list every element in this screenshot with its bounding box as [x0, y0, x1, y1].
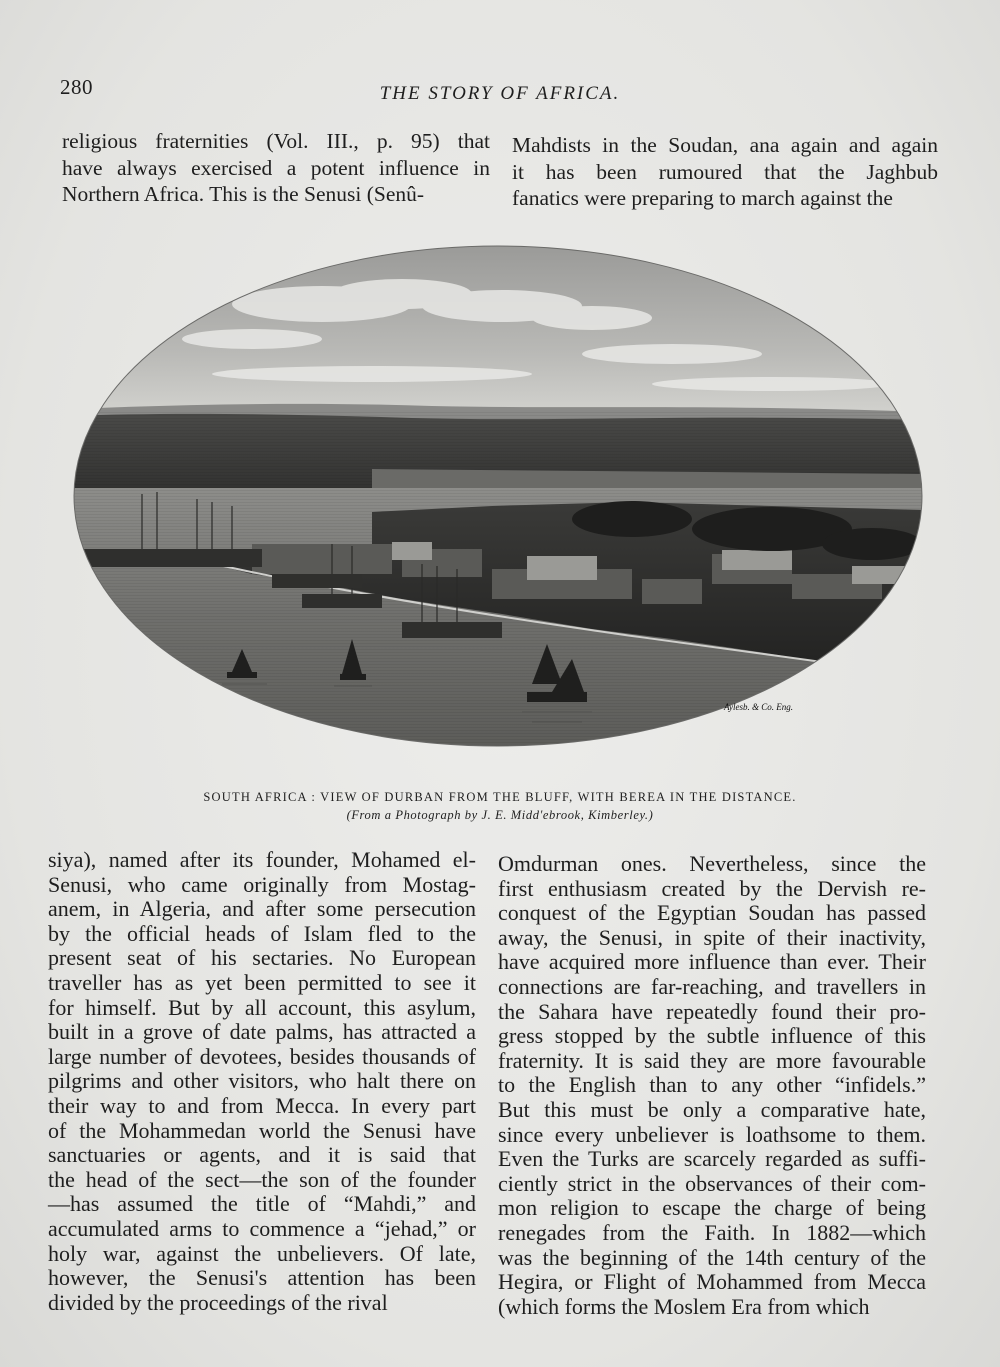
running-title: THE STORY OF AFRICA.: [379, 83, 621, 104]
text-line: however, the Senusi's attention has been: [48, 1265, 476, 1291]
text-line: of the Mohammedan world the Senusi have: [48, 1117, 476, 1143]
text-line: connections are far-reaching, and travellers in: [498, 973, 926, 999]
text-line: for himself. But by all account, this asylum,: [48, 994, 476, 1020]
text-line: fraternity. It is said they are more favourable: [498, 1047, 926, 1073]
text-line: Mahdists in the Soudan, ana again and again: [512, 133, 938, 157]
text-line: first enthusiasm created by the Dervish re-: [498, 875, 926, 901]
text-line: renegades from the Faith. In 1882—which: [498, 1219, 926, 1245]
bottom-right-text-column: [498, 852, 926, 1319]
top-left-text-column: [62, 128, 490, 208]
text-line: gress stopped by the subtle influence of this: [498, 1023, 926, 1049]
text-line: sanctuaries or agents, and it is said that: [48, 1142, 476, 1168]
bottom-left-text-column: [48, 848, 476, 1315]
top-right-text-column: [512, 132, 938, 212]
text-line: But this must be only a comparative hate,: [498, 1096, 926, 1122]
text-line: divided by the proceedings of the rival: [48, 1289, 388, 1315]
figure-caption: SOUTH AFRICA : VIEW OF DURBAN FROM THE BLUFF, WITH BEREA IN THE DISTANCE.: [203, 790, 797, 804]
text-line: their way to and from Mecca. In every part: [48, 1092, 476, 1118]
text-line: to the English than to any other “infidels.”: [498, 1072, 926, 1098]
text-line: pilgrims and other visitors, who halt there on: [48, 1068, 476, 1094]
text-line: it has been rumoured that the Jaghbub: [512, 159, 938, 184]
text-line: Northern Africa. This is the Senusi (Senû-: [62, 182, 425, 206]
text-line: traveller has as yet been permitted to see it: [48, 969, 476, 995]
text-line: the Sahara have repeatedly found their pro-: [498, 998, 926, 1024]
text-line: holy war, against the unbelievers. Of late,: [48, 1240, 476, 1266]
text-line: Senusi, who came originally from Mostag-: [48, 871, 476, 897]
text-line: the head of the sect—the son of the founder: [48, 1166, 476, 1192]
oval-engraving-image: [72, 244, 924, 749]
text-line: present seat of his sectaries. No European: [48, 945, 476, 971]
text-line: conquest of the Egyptian Soudan has passed: [498, 900, 926, 926]
text-line: fanatics were preparing to march against the: [512, 186, 893, 210]
page-number: 280: [60, 75, 93, 99]
figure-credit: (From a Photograph by J. E. Midd'ebrook, Kimberley.): [346, 808, 654, 822]
text-line: since every unbeliever is loathsome to them.: [498, 1121, 926, 1147]
text-line: siya), named after its founder, Mohamed el-: [48, 847, 476, 872]
text-line: was the beginning of the 14th century of the: [498, 1244, 926, 1270]
engraver-signature: Aylesb. & Co. Eng.: [724, 702, 793, 712]
text-line: religious fraternities (Vol. III., p. 95) that: [62, 129, 490, 153]
text-line: —has assumed the title of “Mahdi,” and: [48, 1191, 476, 1217]
text-line: built in a grove of date palms, has attracted a: [48, 1019, 476, 1045]
text-line: away, the Senusi, in spite of their inactivity,: [498, 924, 926, 950]
text-line: anem, in Algeria, and after some persecution: [48, 896, 476, 922]
text-line: (which forms the Moslem Era from which: [498, 1293, 870, 1319]
text-line: mon religion to escape the charge of being: [498, 1195, 926, 1221]
text-line: Hegira, or Flight of Mohammed from Mecca: [498, 1269, 926, 1295]
text-line: Even the Turks are scarcely regarded as suffi-: [498, 1146, 926, 1172]
text-line: have always exercised a potent influence in: [62, 155, 490, 180]
text-line: Omdurman ones. Nevertheless, since the: [498, 851, 926, 876]
text-line: by the official heads of Islam fled to the: [48, 920, 476, 946]
text-line: have acquired more influence than ever. Their: [498, 949, 926, 975]
durban-engraving-figure: [72, 244, 924, 749]
text-line: ciently strict in the observances of their com-: [498, 1170, 926, 1196]
text-line: large number of devotees, besides thousands of: [48, 1043, 476, 1069]
text-line: accumulated arms to commence a “jehad,” or: [48, 1215, 476, 1241]
